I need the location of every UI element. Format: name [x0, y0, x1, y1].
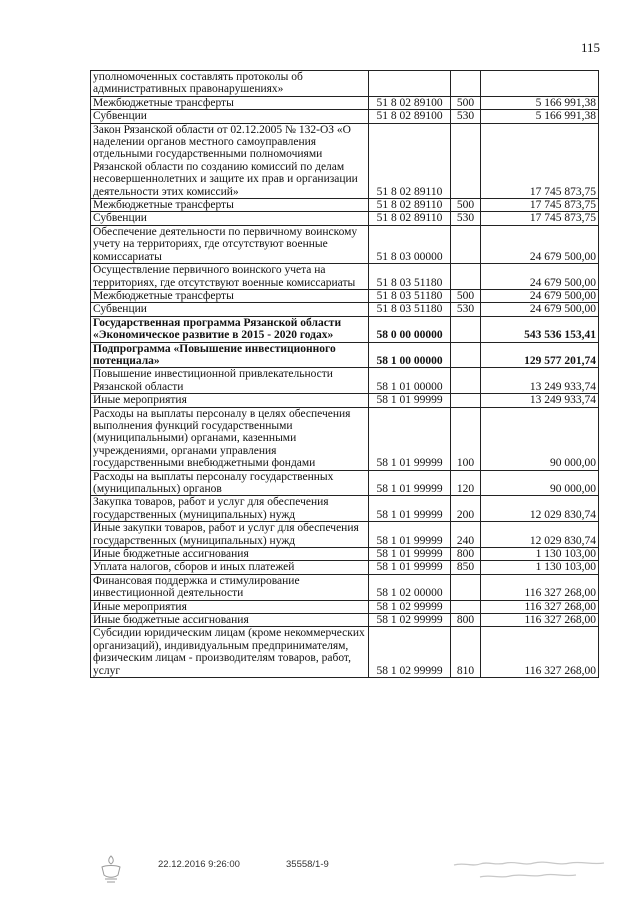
row-amount-cell: 13 249 933,74: [481, 394, 599, 407]
table-row: [91, 342, 599, 368]
table-row: [91, 316, 599, 342]
table-row: [91, 600, 599, 613]
row-type-cell: 240: [451, 522, 481, 548]
stamp-signature: [450, 857, 610, 885]
row-type-cell: [451, 225, 481, 263]
row-name-cell: Расходы на выплаты персоналу государственных (муниципальных) органов: [91, 470, 369, 496]
row-type-cell: 850: [451, 561, 481, 574]
row-type-cell: [451, 368, 481, 394]
row-amount-cell: [481, 71, 599, 97]
row-code-cell: 51 8 02 89100: [369, 96, 451, 109]
row-amount-cell: 12 029 830,74: [481, 522, 599, 548]
row-type-cell: [451, 600, 481, 613]
row-amount-cell: 116 327 268,00: [481, 574, 599, 600]
row-amount-cell: 17 745 873,75: [481, 123, 599, 198]
row-amount-cell: 24 679 500,00: [481, 264, 599, 290]
row-amount-cell: 90 000,00: [481, 407, 599, 470]
row-code-cell: 58 1 02 99999: [369, 614, 451, 627]
table-row: [91, 496, 599, 522]
row-name-cell: Межбюджетные трансферты: [91, 289, 369, 302]
row-amount-cell: 129 577 201,74: [481, 342, 599, 368]
table-row: [91, 614, 599, 627]
row-code-cell: 58 1 01 99999: [369, 407, 451, 470]
row-type-cell: [451, 316, 481, 342]
row-type-cell: [451, 264, 481, 290]
table-row: [91, 96, 599, 109]
row-name-cell: уполномоченных составлять протоколы об административных правонарушениях»: [91, 71, 369, 97]
row-type-cell: 530: [451, 303, 481, 316]
table-row: [91, 123, 599, 198]
row-name-cell: Межбюджетные трансферты: [91, 199, 369, 212]
row-code-cell: 58 1 01 00000: [369, 368, 451, 394]
row-amount-cell: 24 679 500,00: [481, 225, 599, 263]
row-type-cell: 500: [451, 199, 481, 212]
row-amount-cell: 24 679 500,00: [481, 289, 599, 302]
row-name-cell: Повышение инвестиционной привлекательности Рязанской области: [91, 368, 369, 394]
footer-date: 22.12.2016 9:26:00: [158, 859, 240, 870]
row-code-cell: 58 1 01 99999: [369, 522, 451, 548]
row-name-cell: Осуществление первичного воинского учета на территориях, где отсутствуют военные комиссариаты: [91, 264, 369, 290]
row-name-cell: Закупка товаров, работ и услуг для обеспечения государственных (муниципальных) нужд: [91, 496, 369, 522]
row-code-cell: 58 0 00 00000: [369, 316, 451, 342]
row-amount-cell: 116 327 268,00: [481, 627, 599, 678]
row-code-cell: 51 8 03 51180: [369, 303, 451, 316]
row-code-cell: 58 1 01 99999: [369, 496, 451, 522]
row-type-cell: [451, 394, 481, 407]
row-amount-cell: 90 000,00: [481, 470, 599, 496]
row-name-cell: Финансовая поддержка и стимулирование инвестиционной деятельности: [91, 574, 369, 600]
row-amount-cell: 12 029 830,74: [481, 496, 599, 522]
row-type-cell: [451, 71, 481, 97]
row-code-cell: [369, 71, 451, 97]
row-name-cell: Обеспечение деятельности по первичному воинскому учету на территориях, где отсутствуют военные комиссариаты: [91, 225, 369, 263]
row-code-cell: 51 8 03 51180: [369, 289, 451, 302]
row-type-cell: 500: [451, 96, 481, 109]
row-code-cell: 51 8 02 89110: [369, 199, 451, 212]
table-row: [91, 212, 599, 225]
row-name-cell: Иные мероприятия: [91, 394, 369, 407]
row-code-cell: 58 1 02 99999: [369, 627, 451, 678]
row-type-cell: [451, 123, 481, 198]
table-row: [91, 303, 599, 316]
table-row: [91, 470, 599, 496]
row-name-cell: Иные мероприятия: [91, 600, 369, 613]
table-row: [91, 394, 599, 407]
row-amount-cell: 1 130 103,00: [481, 548, 599, 561]
row-name-cell: Субвенции: [91, 303, 369, 316]
row-code-cell: 58 1 01 99999: [369, 470, 451, 496]
table-row: [91, 407, 599, 470]
row-amount-cell: 1 130 103,00: [481, 561, 599, 574]
table-row: [91, 522, 599, 548]
row-type-cell: 100: [451, 407, 481, 470]
row-code-cell: 58 1 00 00000: [369, 342, 451, 368]
row-amount-cell: 116 327 268,00: [481, 614, 599, 627]
row-name-cell: Иные бюджетные ассигнования: [91, 548, 369, 561]
row-amount-cell: 543 536 153,41: [481, 316, 599, 342]
row-amount-cell: 17 745 873,75: [481, 212, 599, 225]
row-code-cell: 58 1 02 00000: [369, 574, 451, 600]
row-amount-cell: 24 679 500,00: [481, 303, 599, 316]
row-name-cell: Государственная программа Рязанской области «Экономическое развитие в 2015 - 2020 годах»: [91, 316, 369, 342]
row-code-cell: 51 8 02 89100: [369, 110, 451, 123]
row-amount-cell: 116 327 268,00: [481, 600, 599, 613]
table-row: [91, 264, 599, 290]
row-name-cell: Субвенции: [91, 110, 369, 123]
row-code-cell: 58 1 02 99999: [369, 600, 451, 613]
row-name-cell: Межбюджетные трансферты: [91, 96, 369, 109]
table-row: [91, 548, 599, 561]
row-type-cell: 500: [451, 289, 481, 302]
page-number: 115: [580, 40, 600, 55]
table-row: [91, 289, 599, 302]
row-code-cell: 58 1 01 99999: [369, 394, 451, 407]
row-type-cell: 120: [451, 470, 481, 496]
row-type-cell: 800: [451, 614, 481, 627]
emblem-icon: [96, 853, 126, 887]
row-type-cell: [451, 342, 481, 368]
row-type-cell: 810: [451, 627, 481, 678]
footer-doc-number: 35558/1-9: [286, 859, 329, 870]
row-code-cell: 51 8 03 00000: [369, 225, 451, 263]
row-amount-cell: 5 166 991,38: [481, 96, 599, 109]
row-name-cell: Иные бюджетные ассигнования: [91, 614, 369, 627]
row-name-cell: Расходы на выплаты персоналу в целях обеспечения выполнения функций государственными (муниципальными) органами, казенными учреждениями, органами управления государственными внебюджетными фондами: [91, 407, 369, 470]
table-row: [91, 110, 599, 123]
table-row: [91, 561, 599, 574]
row-code-cell: 58 1 01 99999: [369, 561, 451, 574]
row-name-cell: Субвенции: [91, 212, 369, 225]
row-amount-cell: 13 249 933,74: [481, 368, 599, 394]
row-name-cell: Субсидии юридическим лицам (кроме некоммерческих организаций), индивидуальным предпринимателям, физическим лицам - производителям товаров, работ, услуг: [91, 627, 369, 678]
row-type-cell: [451, 574, 481, 600]
table-row: [91, 627, 599, 678]
table-row: [91, 71, 599, 97]
row-type-cell: 800: [451, 548, 481, 561]
table-row: [91, 199, 599, 212]
row-code-cell: 51 8 02 89110: [369, 123, 451, 198]
footer: [0, 857, 640, 897]
row-code-cell: 58 1 01 99999: [369, 548, 451, 561]
row-type-cell: 530: [451, 212, 481, 225]
row-amount-cell: 17 745 873,75: [481, 199, 599, 212]
row-code-cell: 51 8 02 89110: [369, 212, 451, 225]
row-name-cell: Иные закупки товаров, работ и услуг для обеспечения государственных (муниципальных) нужд: [91, 522, 369, 548]
table-row: [91, 574, 599, 600]
table-row: [91, 225, 599, 263]
row-name-cell: Закон Рязанской области от 02.12.2005 № 132-ОЗ «О наделении органов местного самоуправления отдельными государственными полномочиями Рязанской области по созданию комиссий по делам несовершеннолетних и защите их прав и организации деятельности этих комиссий»: [91, 123, 369, 198]
budget-table-body: [91, 71, 599, 678]
row-amount-cell: 5 166 991,38: [481, 110, 599, 123]
row-name-cell: Подпрограмма «Повышение инвестиционного потенциала»: [91, 342, 369, 368]
row-type-cell: 530: [451, 110, 481, 123]
row-code-cell: 51 8 03 51180: [369, 264, 451, 290]
row-name-cell: Уплата налогов, сборов и иных платежей: [91, 561, 369, 574]
row-type-cell: 200: [451, 496, 481, 522]
budget-table: [90, 70, 599, 678]
table-row: [91, 368, 599, 394]
